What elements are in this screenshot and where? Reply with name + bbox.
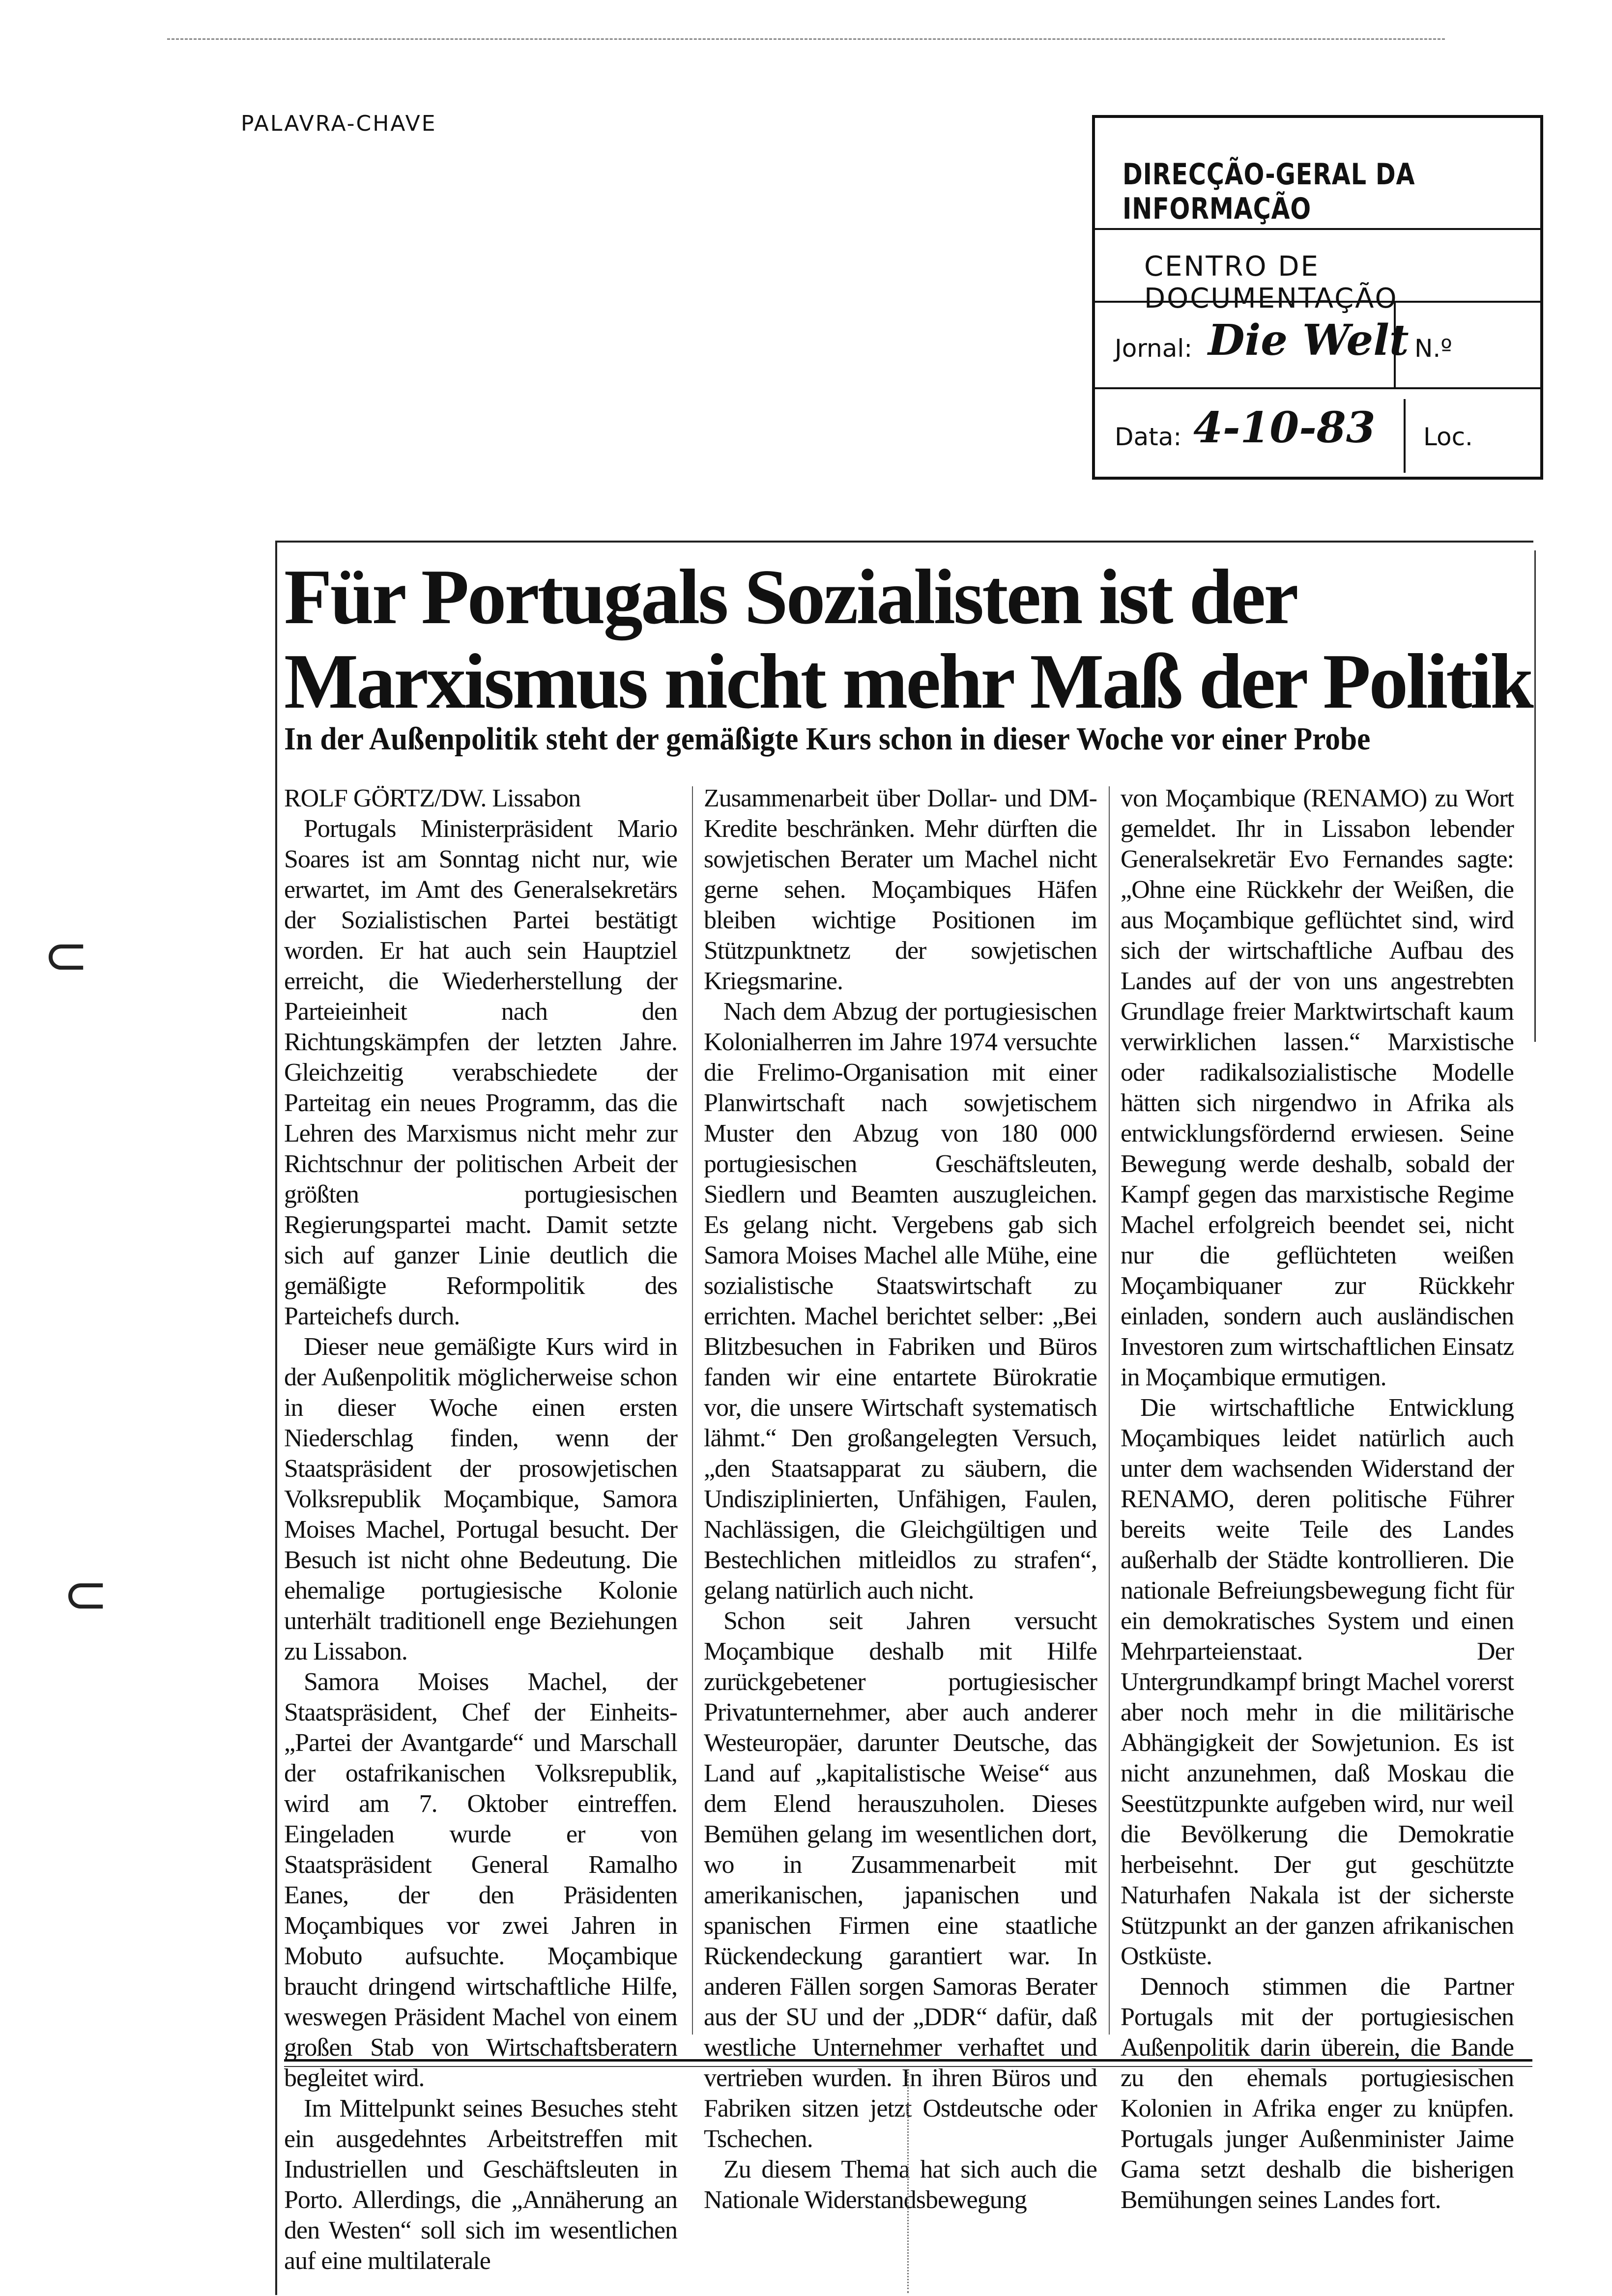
headline-line-1: Für Portugals Sozialisten ist der: [284, 553, 1297, 640]
article-paragraph: von Moçambique (RENAMO) zu Wort gemeldet. Ihr in Lissabon lebender Generalsekretär Evo Fernandes sagte: „Ohne eine Rückkehr der Weißen, die aus Moçambique geflüchtet sind, wird sich der wirtschaftliche Aufbau des Landes auf der von uns angestrebten Grundlage freier Marktwirtschaft kaum verwirklichen lassen.“ Marxistische oder radikalsozialistische Modelle hätten sich nirgendwo in Afrika als entwicklungsfördernd erwiesen. Seine Bewegung werde deshalb, sobald der Kampf gegen das marxistische Regime Machel erfolgreich beendet sei, nicht nur die geflüchteten weißen Moçambiquaner zur Rückkehr einladen, sondern auch ausländischen Investoren zum wirtschaftlichen Einsatz in Moçambique ermutigen.: [1121, 784, 1514, 1391]
stamp-divider: [1394, 303, 1396, 389]
stamp-data-label: Data:: [1115, 423, 1182, 451]
stamp-row-agency: [1095, 118, 1540, 230]
stamp-agency: DIRECÇÃO-GERAL DA INFORMAÇÃO: [1123, 157, 1415, 226]
stamp-numero-label: N.º: [1414, 334, 1452, 363]
article-column-1: [284, 783, 677, 2275]
clipping-frame-right: [1534, 550, 1536, 1042]
stamp-row-date: [1095, 389, 1540, 477]
column-separator: [692, 786, 693, 2035]
archive-stamp: [1092, 115, 1543, 480]
article-paragraph: Im Mittelpunkt seines Besuches steht ein ausgedehntes Arbeitstreffen mit Industriellen und Geschäftsleuten in Porto. Allerdings, die „Annäherung an den Westen“ soll sich im wesentlichen auf eine multilaterale: [284, 2095, 677, 2275]
headline-line-2: Marxismus nicht mehr Maß der Politik: [284, 637, 1532, 725]
article-end-rule: [284, 2059, 1532, 2062]
article-column-3: [1121, 783, 1514, 2214]
clipping-frame-top: [275, 541, 1533, 543]
binder-hole-mark: ⊂: [43, 924, 89, 987]
article-paragraph: Dieser neue gemäßigte Kurs wird in der Außenpolitik möglicherweise schon in dieser Woche einen ersten Niederschlag finden, wenn der Staatspräsident der prosowjetischen Volksrepublik Moçambique, Samora Moises Machel, Portugal besucht. Der Besuch ist nicht ohne Bedeutung. Die ehemalige portugiesische Kolonie unterhält traditionell enge Beziehungen zu Lissabon.: [284, 1333, 677, 1665]
article-paragraph: Portugals Ministerpräsident Mario Soares ist am Sonntag nicht nur, wie erwartet, im Amt des Generalsekretärs der Sozialistischen Partei bestätigt worden. Er hat auch sein Hauptziel erreicht, die Wiederherstellung der Parteieinheit nach den Richtungskämpfen der letzten Jahre. Gleichzeitig verabschiedete der Parteitag ein neues Programm, das die Lehren des Marxismus nicht mehr zur Richtschnur der politischen Arbeit der größten portugiesischen Regierungspartei macht. Damit setzte sich auf ganzer Linie deutlich die gemäßigte Reformpolitik des Parteichefs durch.: [284, 815, 677, 1330]
article-paragraph: Zu diesem Thema hat sich auch die Nationale Widerstandsbewegung: [704, 2155, 1097, 2214]
article-column-2: [704, 783, 1097, 2214]
article-paragraph: Die wirtschaftliche Entwicklung Moçambiques leidet natürlich auch unter dem wachsenden Widerstand der RENAMO, deren politische Führer bereits weite Teile des Landes außerhalb der Städte kontrollieren. Die nationale Befreiungsbewegung ficht für ein demokratisches System und einen Mehrparteienstaat. Der Untergrundkampf bringt Machel vorerst aber noch mehr in die militärische Abhängigkeit der Sowjetunion. Es ist nicht anzunehmen, daß Moskau die Seestützpunkte aufgeben wird, nur weil die Bevölkerung die Demokratie herbeisehnt. Der gut geschützte Naturhafen Nakala ist der sicherste Stützpunkt an der ganzen afrikanischen Ostküste.: [1121, 1394, 1514, 1970]
dotted-cut-line: [907, 2072, 909, 2293]
article-paragraph: Samora Moises Machel, der Staatspräsident, Chef der Einheits-„Partei der Avantgarde“ und Marschall der ostafrikanischen Volksrepublik, wird am 7. Oktober eintreffen. Eingeladen wurde er von Staatspräsident General Ramalho Eanes, der den Präsidenten Moçambiques vor zwei Jahren in Mobuto aufsuchte. Moçambique braucht dringend wirtschaftliche Hilfe, weswegen Präsident Machel von einem großen Stab von Wirtschaftsberatern begleitet wird.: [284, 1668, 677, 2092]
stamp-row-newspaper: [1095, 303, 1540, 389]
binder-hole-mark: ⊂: [63, 1563, 109, 1626]
column-separator: [1109, 786, 1110, 2035]
article-paragraph: Nach dem Abzug der portugiesischen Kolonialherren im Jahre 1974 versuchte die Frelimo-Organisation mit einer Planwirtschaft nach sowjetischem Muster den Abzug von 180 000 portugiesischen Geschäftsleuten, Siedlern und Beamten auszugleichen. Es gelang nicht. Vergebens gab sich Samora Moises Machel alle Mühe, eine sozialistische Staatswirtschaft zu errichten. Machel berichtet selber: „Bei Blitzbesuchen in Fabriken und Büros fanden wir eine entartete Bürokratie vor, die unsere Wirtschaft systematisch lähmt.“ Den großangelegten Versuch, „den Staatsapparat zu säubern, die Undisziplinierten, Unfähigen, Faulen, Nachlässigen, die Gleichgültigen und Bestechlichen mitleidlos zu strafen“, gelang natürlich auch nicht.: [704, 998, 1097, 1605]
article-headline: [284, 554, 1532, 723]
stamp-jornal-handwritten: Die Welt: [1208, 316, 1409, 365]
keyword-label: PALAVRA-CHAVE: [241, 111, 437, 136]
stamp-date-handwritten: 4-10-83: [1193, 403, 1376, 453]
article-subhead: In der Außenpolitik steht der gemäßigte Kurs schon in dieser Woche vor einer Probe: [284, 721, 1371, 757]
scan-top-edge: [167, 38, 1445, 40]
article-end-rule-thin: [284, 2066, 1532, 2067]
stamp-department: CENTRO DE DOCUMENTAÇÃO: [1144, 251, 1398, 315]
clipping-frame-left: [275, 541, 277, 2295]
stamp-divider: [1404, 399, 1406, 473]
stamp-jornal-label: Jornal:: [1115, 334, 1193, 363]
article-paragraph: Schon seit Jahren versucht Moçambique deshalb mit Hilfe zurückgebetener portugiesischer Privatunternehmer, aber auch anderer Westeuropäer, darunter Deutsche, das Land auf „kapitalistische Weise“ aus dem Elend herauszuholen. Dieses Bemühen gelang im wesentlichen dort, wo in Zusammenarbeit mit amerikanischen, japanischen und spanischen Firmen eine staatliche Rückendeckung garantiert war. In anderen Fällen sorgen Samoras Berater aus der SU und der „DDR“ dafür, daß westliche Unternehmer verhaftet und vertrieben wurden. In ihren Büros und Fabriken sitzen jetzt Ostdeutsche oder Tschechen.: [704, 1607, 1097, 2153]
article-paragraph: Dennoch stimmen die Partner Portugals mit der portugiesischen Außenpolitik darin überein, die Bande zu den ehemals portugiesischen Kolonien in Afrika enger zu knüpfen. Portugals junger Außenminister Jaime Gama setzt deshalb die bisherigen Bemühungen seines Landes fort.: [1121, 1973, 1514, 2214]
stamp-row-department: [1095, 230, 1540, 315]
article-paragraph: Zusammenarbeit über Dollar- und DM-Kredite beschränken. Mehr dürften die sowjetischen Berater um Machel nicht gerne sehen. Moçambiques Häfen bleiben wichtige Positionen im Stützpunktnetz der sowjetischen Kriegsmarine.: [704, 784, 1097, 995]
article-byline: ROLF GÖRTZ/DW. Lissabon: [284, 784, 581, 812]
stamp-local-label: Loc.: [1423, 423, 1473, 451]
